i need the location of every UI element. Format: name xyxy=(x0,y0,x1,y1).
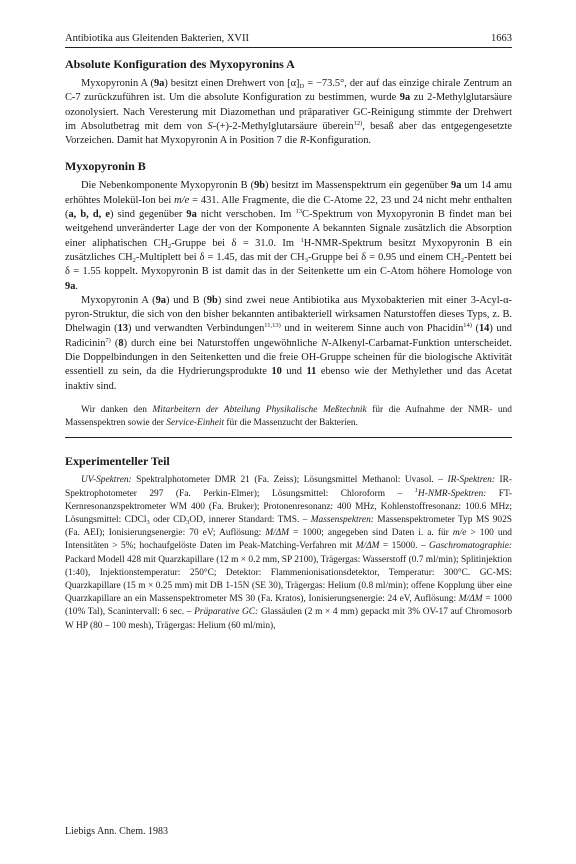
acknowledgement: Wir danken den Mitarbeitern der Abteilung Physikalische Meßtechnik für die Aufnahme der NMR- und Massenspektren sowie der Service-Einheit für die Massenzucht der Bakterien. xyxy=(65,404,512,429)
section-title-experimental: Experimenteller Teil xyxy=(65,454,170,469)
section-title-myxopyronin-b: Myxopyronin B xyxy=(65,159,146,174)
section-divider xyxy=(65,437,512,438)
paragraph-myxopyronin-b-1: Die Nebenkomponente Myxopyronin B (9b) besitzt im Massenspektrum ein gegenüber 9a um 14 amu erhöhtes Molekül-Ion bei m/e = 431. Alle Fragmente, die die C-Atome 22, 23 und 24 nicht mehr enthalten (a, b, d, e) sind gegenüber 9a nicht verschoben. Im $^{13}$C-Spektrum von Myxopyronin B findet man bei weitgehend unveränderter Lage der von der Komponente A bekannten Signale zusätzlich die Absorption einer aliphatischen $CH_2$-Gruppe bei δ = 31.0. Im $^1$H-NMR-Spektrum besitzt Myxopyronin B ein zusätzliches $CH_2$-Multiplett bei δ = 1.45, das mit der $CH_3$-Gruppe bei δ = 0.95 und einem $CH_2$-Pentett bei δ = 1.55 koppelt. Myxopyronin B ist damit das in der Seitenkette um ein C-Atom höhere Homologe von 9a. xyxy=(65,180,513,292)
running-header xyxy=(65,33,512,48)
journal-page xyxy=(65,33,512,633)
paragraph-absolute-configuration: Myxopyronin A (9a) besitzt einen Drehwert von $[\alpha]_D = -73.5^\circ$, der auf das einzige chirale Zentrum an C-7 zurückzuführen ist. Um die absolute Konfiguration zu bestimmen, wurde 9a zu 2-Methylglutarsäure ozonolysiert. Nach Veresterung mit Diazomethan und präparativer GC-Reinigung stimmte der Drehwert im Absolutbetrag mit dem von S-(+)-2-Methylglutarsäure überein$^{12)}$, besaß aber das entgegengesetzte Vorzeichen. Damit hat Myxopyronin A in Position 7 die R-Konfiguration. xyxy=(65,78,512,147)
paragraph-myxopyronin-b-2: Myxopyronin A (9a) und B (9b) sind zwei neue Antibiotika aus Myxobakterien mit einer 3-Acyl-α-pyron-Struktur, die sich von den bisher bekannten antibakteriell wirksamen Naturstoffen dieses Typs, z. B. Dhelwagin (13) und verwandten Verbindungen$^{11,13)}$ und in weiterem Sinne auch von Phacidin$^{14)}$ (14) und Radicinin$^{7)}$ (8) durch eine bei Naturstoffen ungewöhnliche N-Alkenyl-Carbamat-Funktion unterscheidet. Die Doppelbindungen in den Seitenketten und die freie OH-Gruppe scheinen für die biologische Aktivität essentiell zu sein, da die Hydrierungsprodukte 10 und 11 ebenso wie der Methylether und das Acetat inaktiv sind. xyxy=(65,294,512,392)
paragraph-experimental: UV-Spektren: Spektralphotometer DMR 21 (Fa. Zeiss); Lösungsmittel Methanol: Uvasol. – IR-Spektren: IR-Spektrophotometer 297 (Fa. Perkin-Elmer); Lösungsmittel: Chloroform – $^1$H-NMR-Spektren: FT-Kernresonanzspektrometer WM 400 (Fa. Bruker); Protonenresonanz: 400 MHz, Kohlenstoffresonanz: 100.6 MHz; Lösungsmittel: CDCl$_3$ oder $CD_3OD$, innerer Standard: TMS. – Massenspektren: Massenspektrometer Typ MS 902S (Fa. AEI); Ionisierungsenergie: 70 eV; Auflösung: M/ΔM = 1000; angegeben sind Daten i. a. für m/e > 100 und Intensitäten > 5%; hochaufgelöste Daten im Peak-Matching-Verfahren mit M/ΔM = 15000. – Gaschromatographie: Packard Modell 428 mit Quarzkapillare (12 m × 0.2 mm, SP 2100), Trägergas: Wasserstoff (0.7 ml/min); Splitinjektion (1:40), Injektionstemperatur: 250°C; Detektor: Flammenionisationsdetektor, Temperatur: 300°C. GC-MS: Quarzkapillare (15 m × 0.25 mm) mit DB 1-15N (SE 30), Trägergas: Helium (0.8 ml/min); offene Kopplung über eine Quarzkapillare an ein Massenspektrometer MS 30 (Fa. Kratos), Ionisierungsenergie: 24 eV, Auflösung: M/ΔM = 1000 (10% Tal), Scanintervall: 6 sec. – Präparative GC: Glassäulen (2 m × 4 mm) gepackt mit 3% OV-17 auf Chromosorb W HP (80 – 100 mesh), Trägergas: Helium (60 ml/min), xyxy=(65,475,513,631)
journal-footer: Liebigs Ann. Chem. 1983 xyxy=(65,826,169,837)
page-number: 1663 xyxy=(491,33,512,44)
section-title-absolute-configuration: Absolute Konfiguration des Myxopyronins A xyxy=(65,57,295,71)
running-title: Antibiotika aus Gleitenden Bakterien, XVII xyxy=(65,33,249,44)
